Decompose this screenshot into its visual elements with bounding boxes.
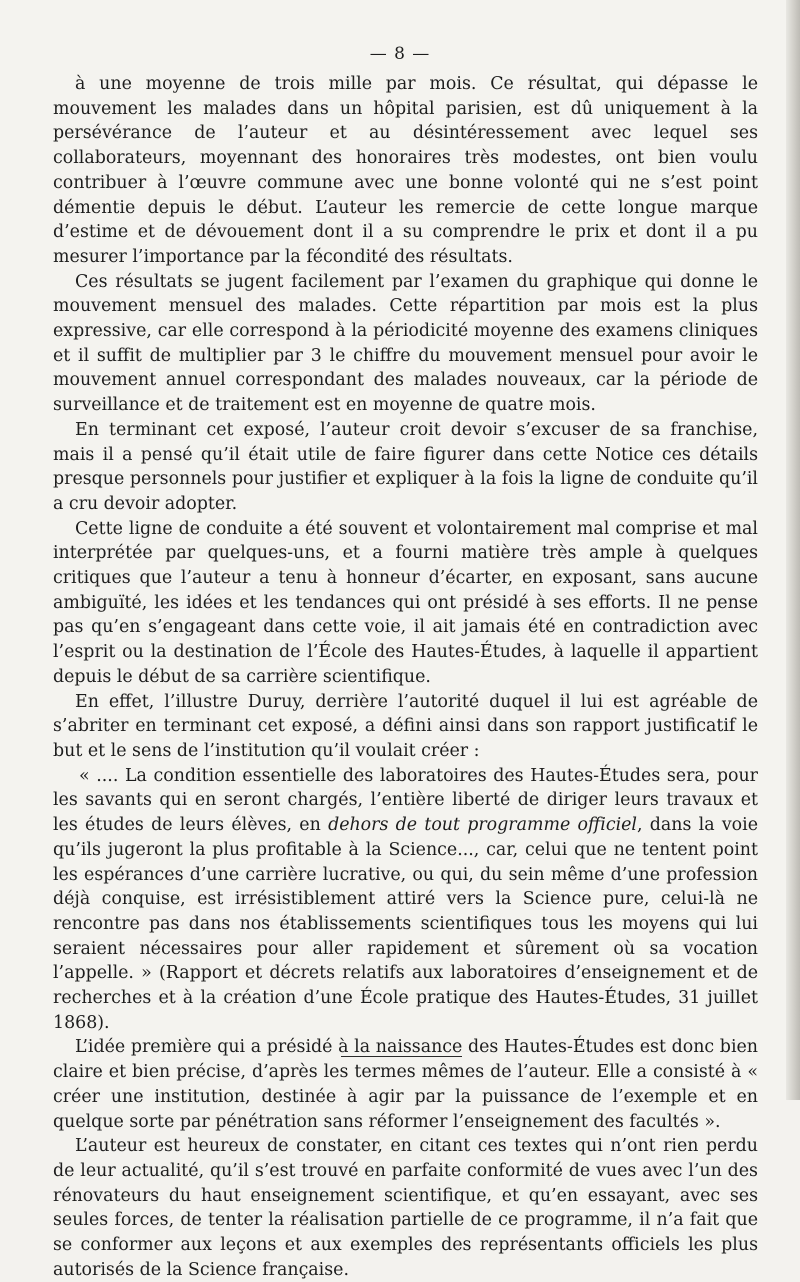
quote-italic-phrase: dehors de tout programme officiel <box>328 815 637 836</box>
page-number: — 8 — <box>369 44 431 64</box>
paragraph-5: En effet, l’illustre Duruy, derrière l’autorité duquel il lui est agréable de s’abriter en terminant cet exposé, a défini ainsi dans son rapport justificatif le but et le sens de l’institution qu’il voulait créer : <box>53 691 758 761</box>
quote-text-start: « .... La condition essentielle des laboratoires des Hautes-Études sera, pour les savants qui en seront chargés, l’entière liberté de diriger leurs travaux et les études de leurs élèves, en <box>53 765 758 836</box>
body-text <box>53 72 758 1282</box>
duruy-quote <box>53 764 758 1036</box>
paragraph-2: Ces résultats se jugent facilement par l’examen du graphique qui donne le mouvement mensuel des malades. Cette répartition par mois est la plus expressive, car elle correspond à la périodicité moyenne des examens cliniques et il suffit de multiplier par 3 le chiffre du mouvement mensuel pour avoir le mouvement annuel correspondant des malades nouveaux, car la période de surveillance et de traitement est en moyenne de quatre mois. <box>53 271 758 416</box>
paragraph-3: En terminant cet exposé, l’auteur croit devoir s’excuser de sa franchise, mais il a pensé qu’il était utile de faire figurer dans cette Notice ces détails presque personnels pour justifier et expliquer à la fois la ligne de conduite qu’il a cru devoir adopter. <box>53 419 758 514</box>
paragraph-1: à une moyenne de trois mille par mois. Ce résultat, qui dépasse le mouvement les malades dans un hôpital parisien, est dû uniquement à la persévérance de l’auteur et au désintéressement avec lequel ses collaborateurs, moyennant des honoraires très modestes, ont bien voulu contribuer à l’œuvre commune avec une bonne volonté qui ne s’est point démentie depuis le début. L’auteur les remercie de cette longue marque d’estime et de dévouement dont il a su comprendre le prix et dont il a pu mesurer l’importance par la fécondité des résultats. <box>53 74 758 267</box>
paragraph-7: L’auteur est heureux de constater, en citant ces textes qui n’ont rien perdu de leur actualité, qu’il s’est trouvé en parfaite conformité de vues avec l’un des rénovateurs du haut enseignement scientifique, et qu’en essayant, avec ses seules forces, de tenter la réalisation partielle de ce programme, il n’a fait que se conformer aux leçons et aux exemples des représentants officiels les plus autorisés de la Science française. <box>53 1136 758 1280</box>
end-rule <box>341 1056 462 1057</box>
page-edge-shadow <box>786 0 800 1100</box>
paragraph-4: Cette ligne de conduite a été souvent et volontairement mal comprise et mal interprétée par quelques-uns, et a fourni matière très ample à quelques critiques que l’auteur a tenu à honneur d’écarter, en exposant, sans aucune ambiguïté, les idées et les tendances qui ont présidé à ses efforts. Il ne pense pas qu’en s’engageant dans cette voie, il ait jamais été en contradiction avec l’esprit ou la destination de l’École des Hautes-Études, à laquelle il appartient depuis le début de sa carrière scientifique. <box>53 518 758 687</box>
paragraph-6: L’idée première qui a présidé à la naissance des Hautes-Études est donc bien claire et bien précise, d’après les termes mêmes de l’auteur. Elle a consisté à « créer une institution, destinée à agir par la puissance de l’exemple et en quelque sorte par pénétration sans réformer l’enseignement des facultés ». <box>53 1037 758 1132</box>
quote-text-end: , dans la voie qu’ils jugeront la plus profitable à la Science..., car, celui que ne tentent point les espérances d’une carrière lucrative, ou qui, du sein même d’une profession déjà conquise, est irrésistiblement attiré vers la Science pure, celui-là ne rencontre pas dans nos établissements scientifiques tous les moyens qui lui seraient nécessaires pour aller rapidement et sûrement où sa vocation l’appelle. » (Rapport et décrets relatifs aux laboratoires d’enseignement et de recherches et à la création d’une École pratique des Hautes-Études, 31 juillet 1868). <box>53 815 758 1033</box>
